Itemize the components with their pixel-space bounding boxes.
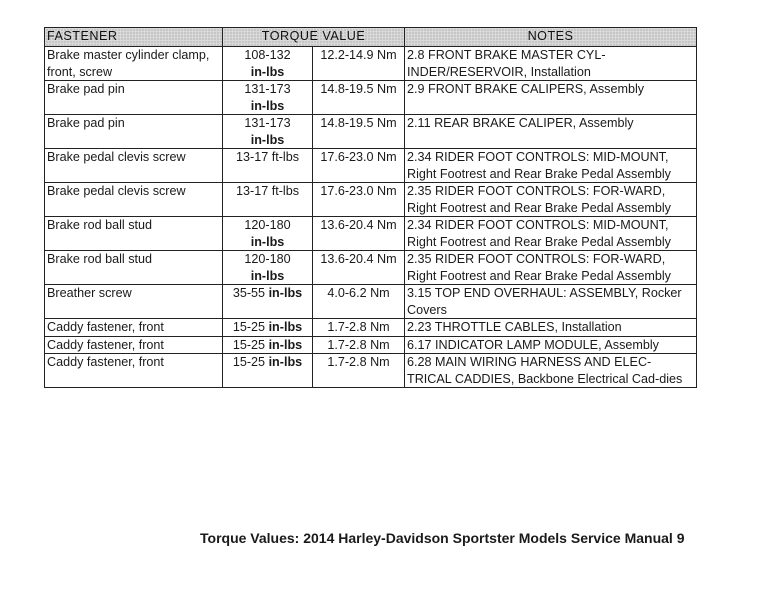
torque-imperial-value: 15-25 [232, 355, 266, 369]
torque-imperial-value: 13-17 ft-lbs [236, 184, 299, 198]
footer-title: Torque Values: 2014 Harley-Davidson Sportster Models Service Manual [200, 530, 673, 546]
fastener-cell: Brake master cylinder clamp, front, screw [45, 47, 223, 81]
torque-imperial-value: 131-173 [244, 82, 291, 96]
torque-imperial-cell [223, 81, 313, 115]
table-row [45, 81, 697, 115]
table-row [45, 217, 697, 251]
header-fastener: FASTENER [45, 28, 223, 47]
torque-imperial-unit: in-lbs [268, 355, 303, 369]
torque-imperial-cell [223, 319, 313, 337]
header-torque-value: TORQUE VALUE [223, 28, 405, 47]
torque-imperial-unit: in-lbs [268, 320, 303, 334]
torque-imperial-value: 15-25 [232, 320, 266, 334]
torque-imperial-unit: in-lbs [250, 132, 285, 147]
torque-imperial-unit: in-lbs [250, 268, 285, 283]
fastener-cell: Brake rod ball stud [45, 217, 223, 251]
torque-imperial-value: 13-17 ft-lbs [236, 150, 299, 164]
fastener-cell: Brake pad pin [45, 81, 223, 115]
torque-imperial-cell [223, 183, 313, 217]
torque-metric-cell: 12.2-14.9 Nm [313, 47, 405, 81]
notes-cell: 2.34 RIDER FOOT CONTROLS: MID-MOUNT, Right Footrest and Rear Brake Pedal Assembly [405, 217, 697, 251]
torque-imperial-value: 120-180 [244, 252, 291, 266]
torque-metric-cell: 14.8-19.5 Nm [313, 81, 405, 115]
torque-imperial-value: 35-55 [232, 286, 266, 300]
torque-metric-cell: 13.6-20.4 Nm [313, 217, 405, 251]
notes-cell: 2.23 THROTTLE CABLES, Installation [405, 319, 697, 337]
notes-cell: 2.9 FRONT BRAKE CALIPERS, Assembly [405, 81, 697, 115]
torque-imperial-unit: in-lbs [250, 64, 285, 79]
table-row [45, 183, 697, 217]
torque-imperial-cell [223, 149, 313, 183]
notes-cell: 6.28 MAIN WIRING HARNESS AND ELEC-TRICAL CADDIES, Backbone Electrical Cad-dies [405, 354, 697, 388]
torque-imperial-cell [223, 47, 313, 81]
torque-metric-cell: 1.7-2.8 Nm [313, 354, 405, 388]
fastener-cell: Brake pedal clevis screw [45, 149, 223, 183]
table-row [45, 251, 697, 285]
torque-metric-cell: 1.7-2.8 Nm [313, 336, 405, 354]
torque-metric-cell: 1.7-2.8 Nm [313, 319, 405, 337]
torque-imperial-unit: in-lbs [268, 337, 303, 352]
page-footer [200, 530, 700, 546]
torque-imperial-cell [223, 336, 313, 354]
notes-cell: 3.15 TOP END OVERHAUL: ASSEMBLY, Rocker Covers [405, 285, 697, 319]
fastener-cell: Brake rod ball stud [45, 251, 223, 285]
notes-cell: 2.8 FRONT BRAKE MASTER CYL-INDER/RESERVOIR, Installation [405, 47, 697, 81]
table-body [45, 47, 697, 388]
table-row [45, 149, 697, 183]
table-header-row [45, 28, 697, 47]
notes-cell: 2.35 RIDER FOOT CONTROLS: FOR-WARD, Right Footrest and Rear Brake Pedal Assembly [405, 183, 697, 217]
torque-metric-cell: 14.8-19.5 Nm [313, 115, 405, 149]
table-row [45, 354, 697, 388]
fastener-cell: Brake pad pin [45, 115, 223, 149]
table-row [45, 336, 697, 354]
page-number: 9 [676, 530, 685, 546]
torque-imperial-cell [223, 217, 313, 251]
torque-imperial-unit: in-lbs [250, 234, 285, 249]
notes-cell: 2.34 RIDER FOOT CONTROLS: MID-MOUNT, Right Footrest and Rear Brake Pedal Assembly [405, 149, 697, 183]
torque-metric-cell: 13.6-20.4 Nm [313, 251, 405, 285]
torque-imperial-cell [223, 115, 313, 149]
table-row [45, 285, 697, 319]
fastener-cell: Caddy fastener, front [45, 336, 223, 354]
torque-imperial-unit: in-lbs [268, 286, 303, 300]
torque-metric-cell: 17.6-23.0 Nm [313, 149, 405, 183]
table-row [45, 47, 697, 81]
torque-values-table [44, 27, 697, 388]
torque-metric-cell: 4.0-6.2 Nm [313, 285, 405, 319]
torque-imperial-cell [223, 354, 313, 388]
torque-imperial-cell [223, 285, 313, 319]
fastener-cell: Breather screw [45, 285, 223, 319]
notes-cell: 2.11 REAR BRAKE CALIPER, Assembly [405, 115, 697, 149]
fastener-cell: Caddy fastener, front [45, 319, 223, 337]
fastener-cell: Caddy fastener, front [45, 354, 223, 388]
header-notes: NOTES [405, 28, 697, 47]
notes-cell: 2.35 RIDER FOOT CONTROLS: FOR-WARD, Right Footrest and Rear Brake Pedal Assembly [405, 251, 697, 285]
torque-metric-cell: 17.6-23.0 Nm [313, 183, 405, 217]
torque-imperial-value: 108-132 [244, 48, 291, 62]
torque-imperial-unit: in-lbs [250, 98, 285, 113]
torque-imperial-cell [223, 251, 313, 285]
torque-imperial-value: 131-173 [244, 116, 291, 130]
table-row [45, 319, 697, 337]
torque-imperial-value: 120-180 [244, 218, 291, 232]
torque-imperial-value: 15-25 [232, 337, 266, 352]
fastener-cell: Brake pedal clevis screw [45, 183, 223, 217]
notes-cell: 6.17 INDICATOR LAMP MODULE, Assembly [405, 336, 697, 354]
table-row [45, 115, 697, 149]
